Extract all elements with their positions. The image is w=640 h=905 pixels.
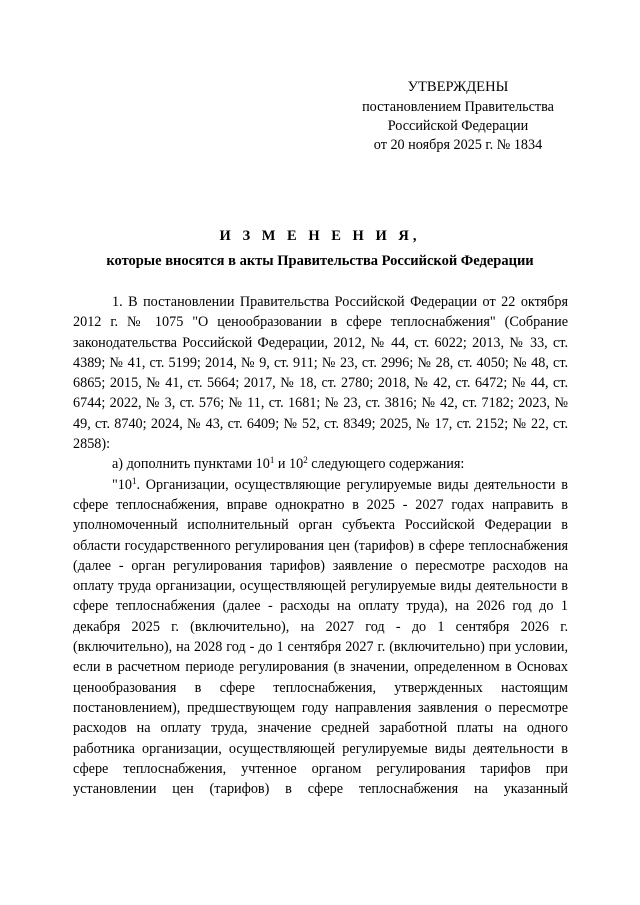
approval-title: УТВЕРЖДЕНЫ — [407, 79, 509, 95]
item-a-prefix: а) дополнить пунктами 10 — [112, 456, 270, 473]
item-a-sup-2: 2 — [303, 455, 308, 466]
item-a-middle: и 10 — [274, 456, 304, 473]
point-10-1-sup: 1 — [131, 475, 137, 486]
item-a — [73, 454, 568, 474]
item-a-sup-1: 1 — [269, 455, 275, 466]
paragraph-1: 1. В постановлении Правительства Российской Федерации от 22 октября 2012 г. № 1075 "О ценообразовании в сфере теплоснабжения" (Собрание законодательства Российской Федерации, 2012, № 44, ст. 6022; 2013, № 33, ст. 4389; № 41, ст. 5199; 2014, № 9, ст. 911; № 23, ст. 2996; № 28, ст. 4050; № 48, ст. 6865; 2015, № 41, ст. 5664; 2017, № 18, ст. 2780; 2018, № 42, ст. 6472; № 44, ст. 6744; 2022, № 3, ст. 576; № 11, ст. 1681; № 23, ст. 3816; № 42, ст. 7182; 2023, № 49, ст. 8740; 2024, № 43, ст. 6409; № 52, ст. 8349; 2025, № 17, ст. 2152; № 22, ст. 2858): — [73, 294, 568, 453]
approval-line-decree: постановлением Правительства — [362, 99, 554, 115]
document-body — [73, 292, 568, 799]
document-title: И З М Е Н Е Н И Я, — [219, 228, 421, 244]
approval-stamp — [330, 78, 586, 155]
approval-line-government: Российской Федерации — [387, 118, 529, 134]
approval-line-date: от 20 ноября 2025 г. № 1834 — [373, 137, 543, 153]
point-10-1-text: . Организации, осуществляющие регулируемые виды деятельности в сфере теплоснабжения, вправе однократно в 2025 - 2027 годах направить в уполномоченный исполнительный орган субъекта Российской Федерации в области государственного регулирования цен (тарифов) в сфере теплоснабжения (далее - орган регулирования тарифов) заявление о пересмотре расходов на оплату труда организации, осуществляющей регулируемые виды деятельности в сфере теплоснабжения (далее - расходы на оплату труда), на 2026 год до 1 декабря 2025 г. (включительно), на 2027 год - до 1 сентября 2026 г. (включительно), на 2028 год - до 1 сентября 2027 г. (включительно) при условии, если в расчетном периоде регулирования (в значении, определенном в Основах ценообразования в сфере теплоснабжения, утвержденных настоящим постановлением), предшествующем году направления заявления о пересмотре расходов на оплату труда, значение средней заработной платы на одного работника организации, осуществляющей регулируемые виды деятельности в сфере теплоснабжения, учтенное органом регулирования тарифов при установлении цен (тарифов) в сфере теплоснабжения на указанный — [73, 476, 568, 798]
point-10-1 — [73, 475, 568, 800]
document-subtitle: которые вносятся в акты Правительства Российской Федерации — [106, 253, 534, 269]
point-10-1-number: "10 — [112, 476, 132, 493]
item-a-suffix: следующего содержания: — [307, 456, 465, 473]
